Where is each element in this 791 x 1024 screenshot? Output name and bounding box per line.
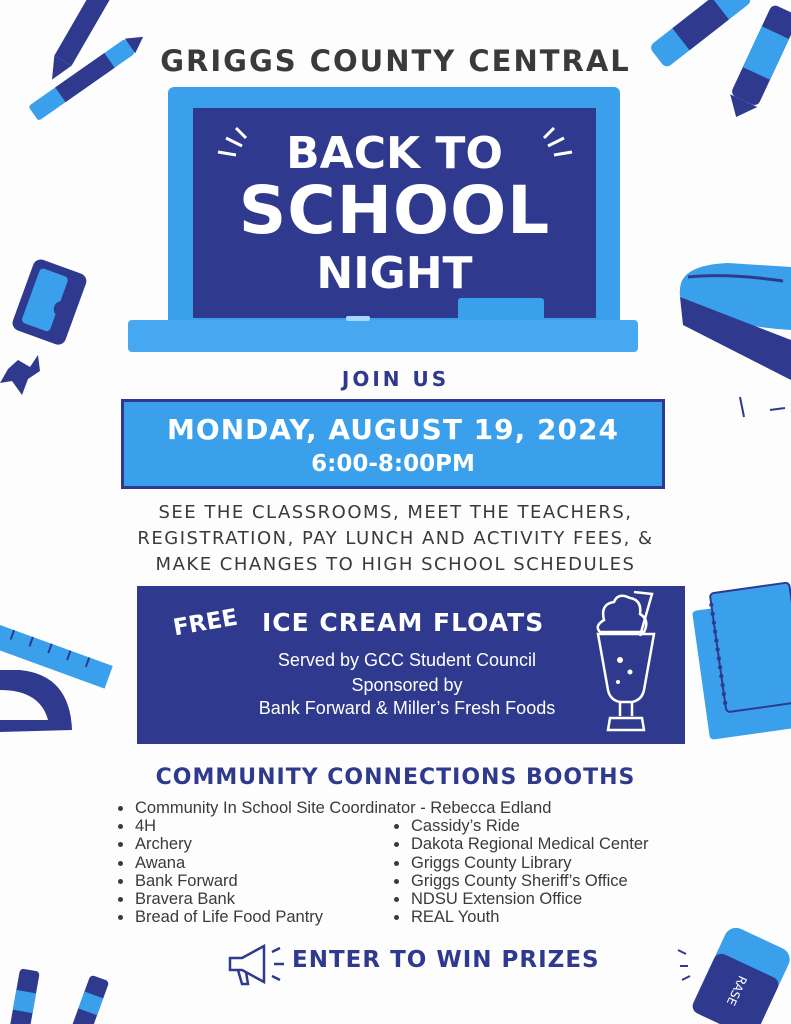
list-item: Dakota Regional Medical Center bbox=[394, 835, 649, 853]
booth-list-wide bbox=[118, 799, 551, 817]
title-line-2: SCHOOL bbox=[238, 172, 551, 249]
crayons-bottom-left-illustration bbox=[0, 960, 120, 1024]
list-item: Awana bbox=[118, 854, 323, 872]
enter-to-win-prizes: ENTER TO WIN PRIZES bbox=[292, 947, 600, 973]
chalkboard-eraser bbox=[458, 298, 544, 320]
chalk-piece bbox=[346, 316, 370, 321]
served-by-text: Served by GCC Student Council bbox=[277, 650, 537, 670]
community-booths-title: COMMUNITY CONNECTIONS BOOTHS bbox=[155, 765, 636, 790]
title-line-1: BACK TO bbox=[286, 128, 503, 179]
event-date: MONDAY, AUGUST 19, 2024 bbox=[167, 413, 619, 446]
event-description bbox=[60, 500, 731, 578]
list-item: Bread of Life Food Pantry bbox=[118, 908, 323, 926]
list-item: NDSU Extension Office bbox=[394, 890, 649, 908]
description-line-1: SEE THE CLASSROOMS, MEET THE TEACHERS, bbox=[158, 502, 633, 523]
join-us-heading: JOIN US bbox=[341, 367, 450, 391]
description-line-3: MAKE CHANGES TO HIGH SCHOOL SCHEDULES bbox=[155, 554, 636, 575]
list-item: Bank Forward bbox=[118, 872, 323, 890]
list-item: Bravera Bank bbox=[118, 890, 323, 908]
paper-clips-illustration bbox=[730, 392, 791, 422]
school-name: GRIGGS COUNTY CENTRAL bbox=[160, 44, 631, 78]
chalkboard-ledge bbox=[128, 320, 638, 352]
list-item: Griggs County Library bbox=[394, 854, 649, 872]
ice-cream-floats-title: ICE CREAM FLOATS bbox=[262, 608, 545, 637]
sponsored-by-text: Sponsored by bbox=[351, 675, 463, 695]
free-label: FREE bbox=[171, 604, 240, 642]
stapler-illustration bbox=[668, 255, 791, 385]
list-item: 4H bbox=[118, 817, 323, 835]
list-item: Community In School Site Coordinator - Rebecca Edland bbox=[118, 799, 551, 817]
description-line-2: REGISTRATION, PAY LUNCH AND ACTIVITY FEES, & bbox=[137, 528, 654, 549]
eraser-illustration bbox=[670, 920, 791, 1024]
list-item: Cassidy’s Ride bbox=[394, 817, 649, 835]
ice-cream-float-icon bbox=[590, 590, 662, 740]
title-line-3: NIGHT bbox=[316, 248, 473, 299]
megaphone-icon bbox=[224, 938, 286, 990]
list-item: Griggs County Sheriff’s Office bbox=[394, 872, 649, 890]
notebooks-illustration bbox=[690, 580, 791, 750]
ruler-protractor-illustration bbox=[0, 620, 120, 735]
booth-list-left bbox=[118, 817, 323, 927]
booth-list-right bbox=[394, 817, 649, 927]
event-time: 6:00-8:00PM bbox=[311, 451, 475, 477]
sponsors-text: Bank Forward & Miller’s Fresh Foods bbox=[258, 698, 556, 718]
list-item: Archery bbox=[118, 835, 323, 853]
list-item: REAL Youth bbox=[394, 908, 649, 926]
eraser-text: RASE bbox=[723, 973, 750, 1008]
